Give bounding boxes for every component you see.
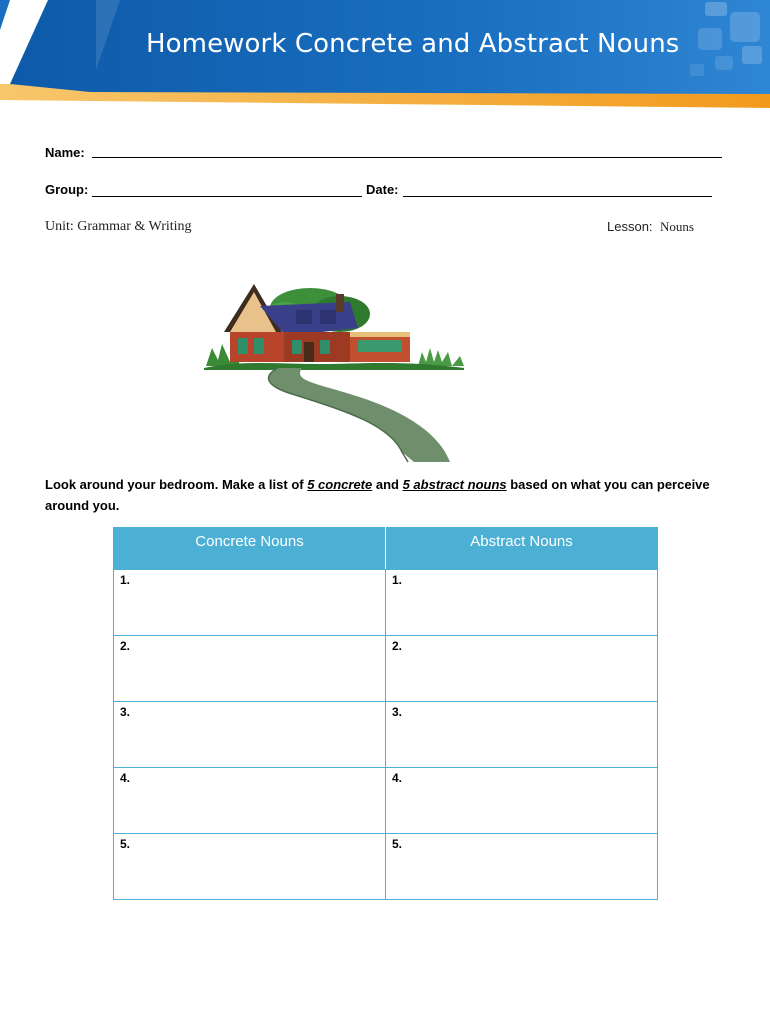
- abstract-cell-3[interactable]: 3.: [386, 702, 658, 768]
- abstract-emphasis: 5 abstract nouns: [402, 477, 507, 492]
- name-field-line[interactable]: [92, 157, 722, 158]
- instructions-text-3: based on what you can perceive around you.: [45, 477, 710, 513]
- lesson-label: Lesson:: [607, 219, 653, 234]
- abstract-nouns-header: Abstract Nouns: [386, 528, 658, 570]
- table-row: [114, 570, 658, 636]
- table-row: [114, 636, 658, 702]
- table-header-row: [114, 528, 658, 570]
- date-field-line[interactable]: [403, 196, 712, 197]
- instructions: [45, 474, 735, 516]
- lesson-value: Nouns: [660, 219, 694, 234]
- group-field-line[interactable]: [92, 196, 362, 197]
- house-illustration: [200, 276, 470, 468]
- abstract-cell-5[interactable]: 5.: [386, 834, 658, 900]
- header-banner: [0, 0, 770, 108]
- concrete-cell-5[interactable]: 5.: [114, 834, 386, 900]
- concrete-emphasis: 5 concrete: [307, 477, 373, 492]
- unit-text: Unit: Grammar & Writing: [45, 219, 192, 234]
- page-title: Homework Concrete and Abstract Nouns: [146, 29, 680, 59]
- nouns-table: [113, 527, 658, 900]
- instructions-text-2: and: [372, 477, 403, 492]
- concrete-nouns-header: Concrete Nouns: [114, 528, 386, 570]
- table-row: [114, 834, 658, 900]
- abstract-cell-4[interactable]: 4.: [386, 768, 658, 834]
- name-label: Name:: [45, 145, 85, 160]
- group-label: Group:: [45, 182, 89, 197]
- abstract-cell-1[interactable]: 1.: [386, 570, 658, 636]
- abstract-cell-2[interactable]: 2.: [386, 636, 658, 702]
- concrete-cell-4[interactable]: 4.: [114, 768, 386, 834]
- house-clipart: [200, 276, 470, 468]
- instructions-text-1: Look around your bedroom. Make a list of: [45, 477, 308, 492]
- table-row: [114, 768, 658, 834]
- concrete-cell-2[interactable]: 2.: [114, 636, 386, 702]
- table-row: [114, 702, 658, 768]
- date-label: Date:: [366, 182, 399, 197]
- concrete-cell-3[interactable]: 3.: [114, 702, 386, 768]
- concrete-cell-1[interactable]: 1.: [114, 570, 386, 636]
